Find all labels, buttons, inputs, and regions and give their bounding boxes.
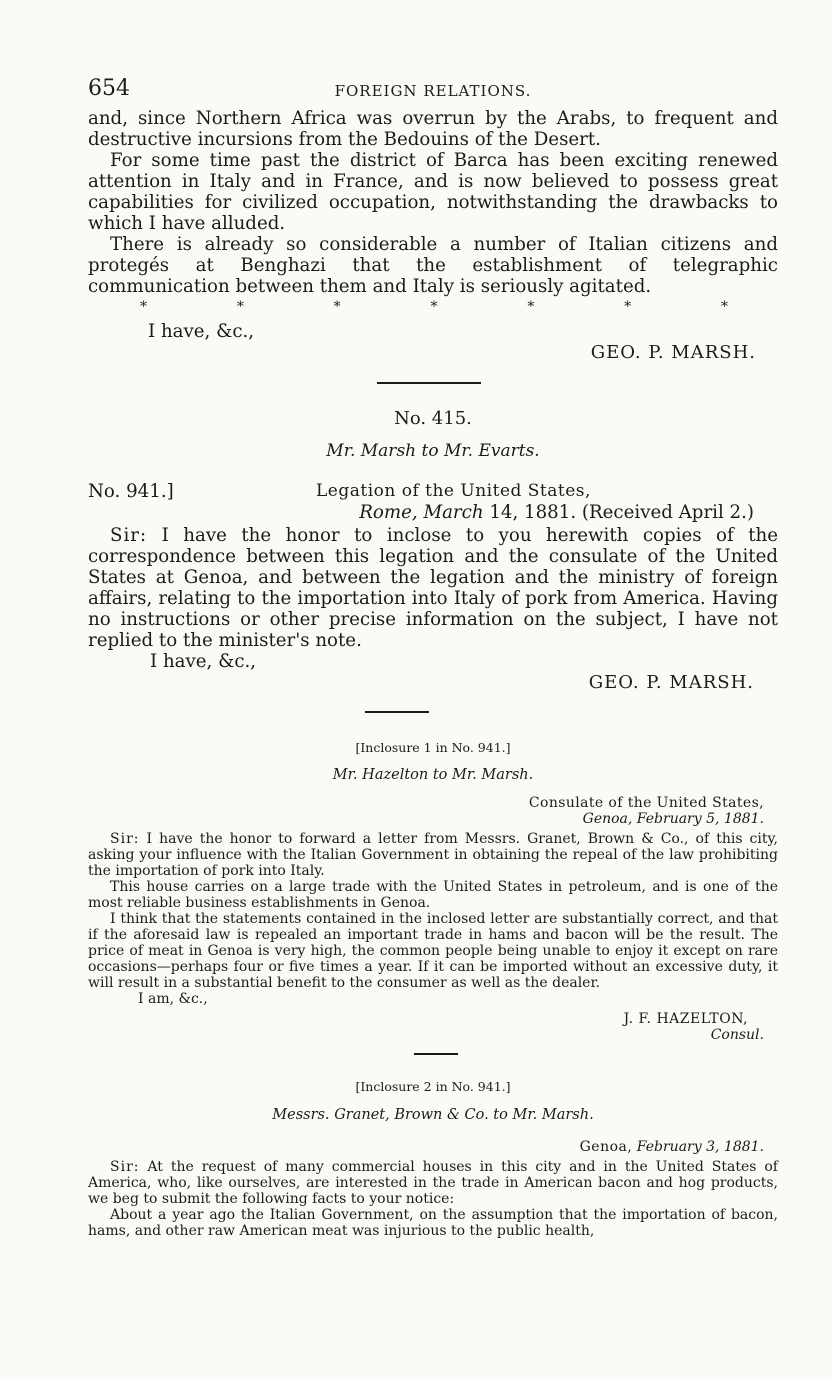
page-header	[88, 76, 778, 106]
section-divider	[377, 382, 481, 384]
star: *	[140, 299, 147, 315]
document-page	[88, 0, 778, 1239]
inclosure-1-paragraph-2: This house carries on a large trade with the United States in petroleum, and is one of the most reliable business establishments in Genoa.	[88, 879, 778, 911]
inclosure-1-date: Genoa, February 5, 1881.	[582, 811, 764, 827]
dispatch-date	[88, 502, 778, 523]
inclosure-1-paragraph-3: I think that the statements contained in the inclosed letter are substantially correct, and that if the aforesaid law is repealed an important trade in hams and bacon will be the result. The price of meat in Genoa is very high, the common people being unable to enjoy it except on rare occasions—perhaps four or five times a year. If it can be imported without an excessive duty, it will result in a substantial benefit to the consumer as well as the dealer.	[88, 911, 778, 991]
inclosure-1-role: Consul.	[710, 1027, 764, 1043]
inclosure-1-label: [Inclosure 1 in No. 941.]	[355, 740, 511, 755]
intro-section	[88, 108, 778, 297]
dispatch-salutation: Sir:	[110, 525, 148, 546]
inclosure-1-text-1: I have the honor to forward a letter from Messrs. Granet, Brown & Co., of this city, asking your influence with the Italian Government in obtaining the repeal of the law prohibiting the importation of pork into Italy.	[88, 831, 778, 879]
dispatch-heading-row	[88, 481, 778, 502]
inclosure-1-body	[88, 831, 778, 991]
star: *	[333, 299, 341, 315]
intro-closing: I have, &c.,	[148, 321, 255, 342]
dispatch-closing: I have, &c.,	[150, 651, 257, 672]
star: *	[236, 299, 244, 315]
inclosure-2-body	[88, 1159, 778, 1239]
dispatch-reference: No. 941.]	[88, 481, 174, 502]
intro-paragraph-1: and, since Northern Africa was overrun by the Arabs, to frequent and destructive incursions from the Bedouins of the Desert.	[88, 108, 778, 150]
dispatch-body	[88, 525, 778, 651]
inclosure-2-paragraph-2: About a year ago the Italian Government, on the assumption that the importation of bacon, hams, and other raw American meat was injurious to the public health,	[88, 1207, 778, 1239]
intro-paragraph-2: For some time past the district of Barca has been exciting renewed attention in Italy and in France, and is now believed to possess great capabilities for civilized occupation, notwithstanding the drawbacks to which I have alluded.	[88, 150, 778, 234]
inclosure-2-title: Messrs. Granet, Brown & Co. to Mr. Marsh.	[272, 1107, 594, 1123]
dispatch-place: Legation of the United States,	[316, 481, 591, 501]
document-number: No. 415.	[394, 408, 472, 429]
inclosure-1-place: Consulate of the United States,	[528, 795, 764, 811]
running-title: FOREIGN RELATIONS.	[334, 82, 532, 100]
inclosure-1-paragraph-1	[88, 831, 778, 879]
intro-paragraph-3: There is already so considerable a number of Italian citizens and protegés at Benghazi that the establishment of telegraphic communication between them and Italy is seriously agitated.	[88, 234, 778, 297]
inclosure-2-label: [Inclosure 2 in No. 941.]	[355, 1079, 511, 1094]
dispatch-date-city: Rome,	[359, 502, 418, 523]
inclosure-2-date-rest: February 3, 1881.	[636, 1139, 764, 1155]
star: *	[720, 299, 728, 315]
inclosure-1-closing: I am, &c.,	[138, 991, 208, 1007]
star: *	[624, 299, 632, 315]
inclosure-2-salutation: Sir:	[110, 1159, 140, 1175]
inclosure-1-title: Mr. Hazelton to Mr. Marsh.	[332, 767, 534, 783]
dispatch-text: I have the honor to inclose to you herewith copies of the correspondence between this legation and the consulate of the United States at Genoa, and between the legation and the ministry of foreign affairs, relating to the importation into Italy of pork from America. Having no instructions or other precise information on the subject, I have not replied to the minister's note.	[88, 525, 778, 651]
dispatch-date-month: March	[423, 502, 484, 523]
inclosure-2-date	[88, 1139, 778, 1155]
ellipsis-stars	[88, 299, 778, 315]
inclosure-2-paragraph-1	[88, 1159, 778, 1207]
dispatch-date-rest: 14, 1881. (Received April 2.)	[489, 502, 754, 523]
page-number: 654	[88, 76, 130, 101]
inclosure-1-signature: J. F. HAZELTON,	[623, 1011, 748, 1027]
dispatch-signature: GEO. P. MARSH.	[588, 672, 754, 693]
section-divider	[414, 1053, 458, 1055]
star: *	[527, 299, 535, 315]
star: *	[430, 299, 438, 315]
document-title: Mr. Marsh to Mr. Evarts.	[326, 441, 540, 461]
inclosure-1-salutation: Sir:	[110, 831, 140, 847]
intro-signature: GEO. P. MARSH.	[590, 342, 756, 363]
inclosure-2-date-city: Genoa,	[579, 1139, 633, 1155]
section-divider	[365, 711, 429, 713]
inclosure-2-text-1: At the request of many commercial houses in this city and in the United States of America, who, like ourselves, are interested in the trade in American bacon and hog products, we beg to submit the following facts to your notice:	[88, 1159, 778, 1207]
dispatch-paragraph	[88, 525, 778, 651]
